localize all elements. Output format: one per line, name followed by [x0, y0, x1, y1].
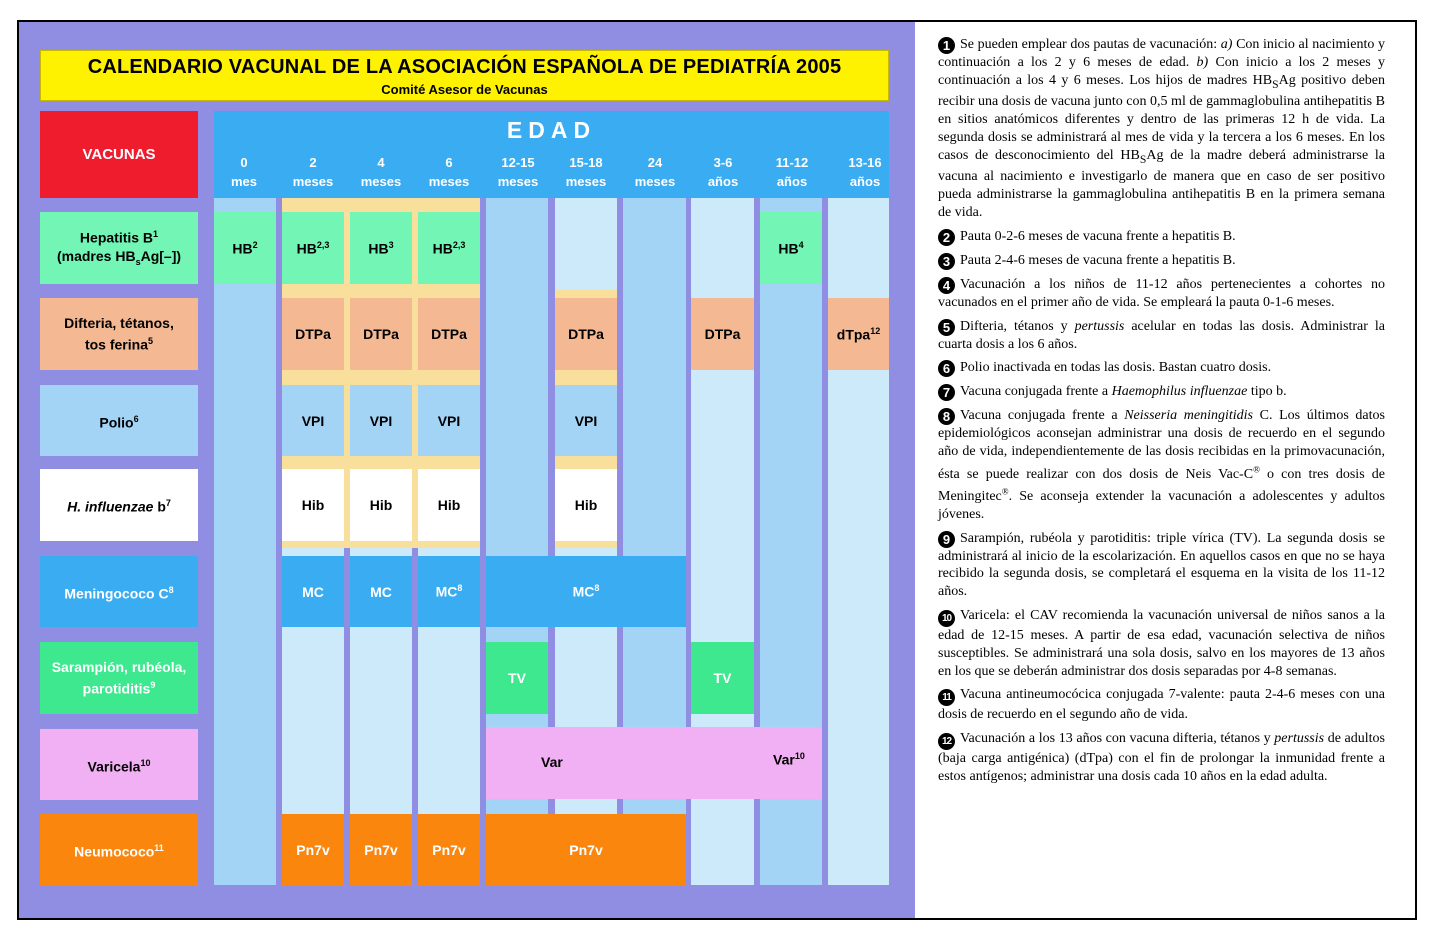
note-text: Sarampión, rubéola y parotiditis: triple vírica (TV). La segunda dosis se administrará al inicio de la escolarización. En aquellos casos en que no se haya recibido la segunda dosis, se completará el esquema en la visita de los 11-12 años. [938, 530, 1385, 600]
note-number-badge: 11 [938, 689, 955, 706]
note-1 [938, 36, 1385, 222]
vaccine-difteria: Difteria, tétanos, tos ferina$^5$ [40, 298, 198, 370]
age-header-15-18: 15-18 meses [565, 155, 607, 189]
note-text: Vacuna conjugada frente a Haemophilus influenzae tipo b. [960, 384, 1287, 400]
cell-hb-11: $HB^4$ [760, 212, 822, 284]
age-header-12-15: 12-15 meses [497, 155, 539, 189]
cell-hb-0: $HB^2$ [214, 212, 276, 284]
note-10 [938, 607, 1385, 680]
note-number-badge: 10 [938, 610, 955, 627]
note-5 [938, 318, 1385, 354]
edad-header [214, 111, 889, 198]
cell-mc-4: MC [350, 556, 412, 627]
note-number-badge: 9 [938, 531, 955, 548]
cell-hb-2: HB$^{2,3}$ [282, 212, 344, 284]
vaccine-hepatitis-b: Hepatitis $B^1$ (madres $HB_sAg[-]$) [40, 212, 198, 284]
cell-hb-4: $HB^3$ [350, 212, 412, 284]
cell-tv-12: TV [486, 642, 548, 714]
note-number-badge: 8 [938, 408, 955, 425]
note-number-badge: 4 [938, 277, 955, 294]
cell-pn-6: Pn7v [418, 814, 480, 886]
note-text: Difteria, tétanos y pertussis acelular en todas las dosis. Administrar la cuarta dosis a los 6 años. [938, 318, 1385, 352]
vaccine-varicela: Varicela$^{10}$ [40, 729, 198, 800]
note-7 [938, 383, 1385, 401]
cell-mc-2: MC [282, 556, 344, 627]
note-text: Vacuna antineumocócica conjugada 7-valente: pauta 2-4-6 meses con una dosis de recuerdo en el segundo año de vida. [938, 687, 1385, 723]
edad-title: EDAD [506, 117, 597, 143]
age-header-3-6: 3-6 años [707, 155, 739, 189]
cell-vpi-6: VPI [418, 385, 480, 456]
age-header-4: 4 meses [360, 155, 402, 189]
notes-panel [938, 36, 1385, 792]
note-text: Polio inactivada en todas las dosis. Bastan cuatro dosis. [960, 360, 1272, 376]
note-2 [938, 228, 1385, 246]
age-header-11-12: 11-12 años [775, 155, 809, 189]
cell-vpi-2: VPI [282, 385, 344, 456]
cell-dtpa-4: DTPa [350, 298, 412, 370]
note-3 [938, 252, 1385, 270]
cell-var-11-label: Var$^{10}$ [773, 751, 805, 768]
vacunas-header [40, 111, 198, 198]
cell-dtpa-3: DTPa [691, 298, 754, 370]
age-header-24: 24 meses [634, 155, 676, 189]
cell-var-label: Var [541, 754, 563, 770]
note-text: Pauta 0-2-6 meses de vacuna frente a hepatitis B. [960, 228, 1236, 244]
vacunas-header-label: VACUNAS [82, 146, 156, 163]
page-subtitle: Comité Asesor de Vacunas [381, 82, 548, 97]
cell-dtpa-2: DTPa [282, 298, 344, 370]
cell-hib-15: Hib [555, 469, 617, 541]
age-header-6: 6 meses [428, 155, 470, 189]
cell-mc-6: $MC^8$ [418, 556, 480, 627]
cell-vpi-15: VPI [555, 385, 617, 456]
note-number-badge: 2 [938, 229, 955, 246]
note-text: Varicela: el CAV recomienda la vacunación universal de niños sanos a la edad de 12-15 meses. A partir de esa edad, vacunación selectiva de niños susceptibles. Se administrará una sola dosis, salvo en los mayores de 13 años en los que se deberán administrar dos dosis separadas por 4-8 semanas. [938, 608, 1385, 679]
column-0-mes [214, 198, 276, 885]
note-number-badge: 7 [938, 384, 955, 401]
cell-tv-3: TV [691, 642, 754, 714]
cell-dtpa-6: DTPa [418, 298, 480, 370]
cell-pn-4: Pn7v [350, 814, 412, 886]
cell-dtpa-13: dTpa$^{12}$ [828, 298, 889, 370]
cell-mc-12-24: $MC^8$ [486, 556, 686, 627]
age-header-2: 2 meses [292, 155, 334, 189]
note-12 [938, 730, 1385, 786]
cell-var-band [486, 727, 822, 799]
vaccine-hinfluenzae: H. influenzae $b^7$ [40, 469, 198, 541]
note-text: Se pueden emplear dos pautas de vacunación: a) Con inicio al nacimiento y continuación a los 2 y 6 meses de edad. b) Con inicio a los 2 meses y continuación a los 4 y 6 meses. Los hijos de madres $HB_SAg$ positivo deben recibir una dosis de vacuna junto con 0,5 ml de gammaglobulina antihepatitis B en sitios anatómicos diferentes y dentro de las primeras 12 h de vida. La segunda dosis se administrará al mes de vida y la tercera a los 6 meses. En los casos de desconocimiento del $HB_SAg$ de la madre deberá administrarse la vacuna al nacimiento e investigarlo de manera que en caso de ser positivo pueda administrarse la gammaglobulina antihepatitis B en la primera semana de vida. [938, 37, 1386, 220]
cell-hib-2: Hib [282, 469, 344, 541]
cell-hb-6: HB$^{2,3}$ [418, 212, 480, 284]
note-number-badge: 6 [938, 360, 955, 377]
cell-dtpa-15: DTPa [555, 298, 617, 370]
vaccine-neumococo: Neumococo$^{11}$ [40, 814, 198, 886]
vaccine-meningococo: Meningococo $C^8$ [40, 556, 198, 627]
vaccine-polio: Polio$^6$ [40, 385, 198, 456]
note-text: Vacuna conjugada frente a Neisseria meningitidis C. Los últimos datos epidemiológicos aconsejan administrar una dosis de recuerdo en el segundo año de vida, independientemente de las dosis recibidas en la primovacunación, ésta se puede realizar con dos dosis de Neis Vac-C® o con tres dosis de Meningitec®. Se aconseja extender la vacunación a adolescentes y adultos jóvenes. [938, 408, 1385, 522]
cell-hib-6: Hib [418, 469, 480, 541]
cell-pn-12-24: Pn7v [486, 814, 686, 886]
note-number-badge: 1 [938, 37, 955, 54]
note-number-badge: 3 [938, 253, 955, 270]
note-8 [938, 407, 1385, 523]
title-banner [40, 50, 889, 101]
note-text: Vacunación a los niños de 11-12 años pertenecientes a cohortes no vacunados en el primer año de vida. Se empleará la pauta 0-1-6 meses. [938, 276, 1385, 310]
page-title: CALENDARIO VACUNAL DE LA ASOCIACIÓN ESPAÑOLA DE PEDIATRÍA 2005 [87, 56, 842, 78]
age-header-13-16: 13-16 años [848, 155, 882, 189]
note-4 [938, 276, 1385, 312]
cell-pn-2: Pn7v [282, 814, 344, 886]
note-6 [938, 359, 1385, 377]
note-text: Pauta 2-4-6 meses de vacuna frente a hepatitis B. [960, 252, 1236, 268]
note-number-badge: 5 [938, 319, 955, 336]
cell-hib-4: Hib [350, 469, 412, 541]
note-number-badge: 12 [938, 733, 955, 750]
cell-vpi-4: VPI [350, 385, 412, 456]
vaccine-sarampion: Sarampión, rubéola, parotiditis$^9$ [40, 642, 198, 714]
note-9 [938, 530, 1385, 601]
note-text: Vacunación a los 13 años con vacuna difteria, tétanos y pertussis de adultos (baja carga antigénica) (dTpa) con el fin de prolongar la inmunidad frente a estos antígenos; administrar una dosis cada 10 años en la edad adulta. [938, 731, 1385, 785]
age-header-0: 0 mes [230, 155, 258, 189]
note-11 [938, 686, 1385, 724]
